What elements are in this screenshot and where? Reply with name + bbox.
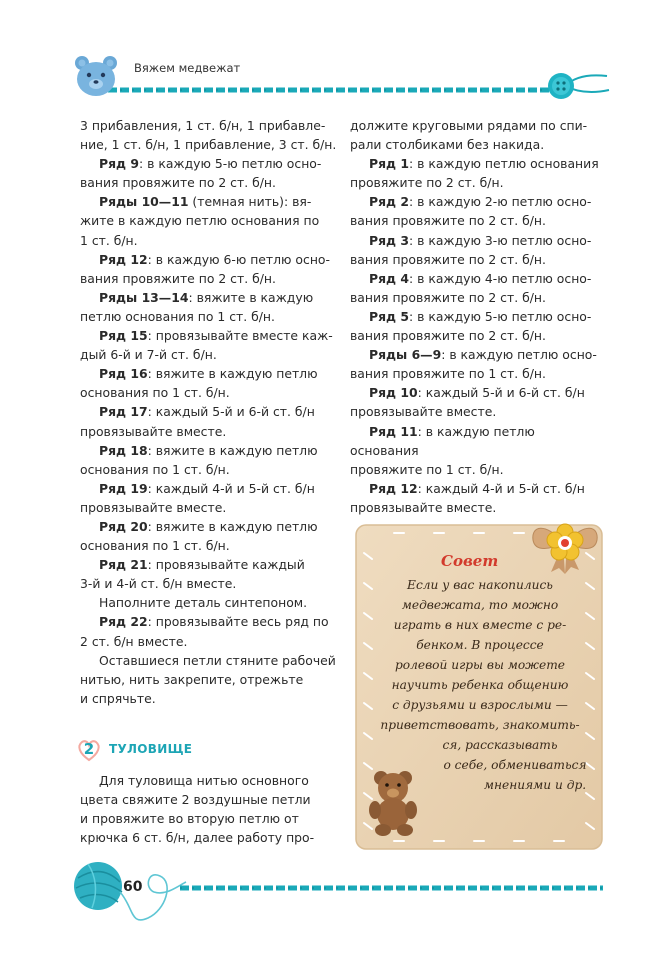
- text-line: вания провяжите по 2 ст. б/н.: [350, 289, 546, 305]
- page-number: 60: [123, 879, 143, 895]
- rope-decoration-bottom: [180, 880, 605, 896]
- rows-6-9-instruction: Ряды 6—9: в каждую петлю осно-: [369, 347, 597, 363]
- text-line: вания провяжите по 2 ст. б/н.: [350, 328, 546, 344]
- row-12-instruction: Ряд 12: в каждую 6-ю петлю осно-: [99, 251, 330, 267]
- text-line: ние, 1 ст. б/н, 1 прибавление, 3 ст. б/н.: [80, 137, 337, 153]
- row-21-instruction: Ряд 21: провязывайте каждый: [99, 557, 305, 573]
- text-line: Для туловища нитью основного: [99, 773, 309, 788]
- rows-10-11-instruction: Ряды 10—11 (темная нить): вя-: [99, 194, 312, 210]
- row-17-instruction: Ряд 17: каждый 5-й и 6-й ст. б/н: [99, 404, 315, 420]
- section-number: 2: [83, 740, 95, 758]
- text-line: вания провяжите по 2 ст. б/н.: [80, 175, 276, 191]
- text-line: должите круговыми рядами по спи-: [350, 118, 588, 133]
- text-line: и спрячьте.: [80, 690, 156, 706]
- tip-line: бенком. В процессе: [416, 638, 544, 652]
- text-line: крючка 6 ст. б/н, далее работу про-: [80, 830, 315, 846]
- row-3-instruction: Ряд 3: в каждую 3-ю петлю осно-: [369, 232, 592, 248]
- row-20-instruction: Ряд 20: вяжите в каждую петлю: [99, 518, 318, 534]
- text-line: жите в каждую петлю основания по: [80, 213, 320, 229]
- row-9-instruction: Ряд 9: в каждую 5-ю петлю осно-: [99, 156, 322, 172]
- tip-line: Если у вас накопились: [407, 578, 553, 592]
- tip-line: о себе, обмениваться: [443, 758, 587, 772]
- text-line: провязывайте вместе.: [350, 404, 497, 420]
- row-11-instruction: Ряд 11: в каждую петлю основания: [350, 423, 535, 458]
- text-line: петлю основания по 1 ст. б/н.: [80, 308, 275, 324]
- tip-line: ся, рассказывать: [442, 738, 558, 752]
- text-line: провязывайте вместе.: [80, 423, 227, 439]
- text-line: основания по 1 ст. б/н.: [80, 461, 230, 477]
- body-section-text: [80, 771, 342, 847]
- right-text-column: [350, 116, 602, 517]
- text-line: 2 ст. б/н вместе.: [80, 633, 188, 649]
- tip-line: мнениями и др.: [483, 778, 587, 792]
- text-line: вания провяжите по 1 ст. б/н.: [350, 366, 546, 382]
- text-line: основания по 1 ст. б/н.: [80, 385, 230, 401]
- teddy-bear-icon: [365, 768, 425, 836]
- text-line: и провяжите во вторую петлю от: [80, 811, 299, 827]
- row-2-instruction: Ряд 2: в каждую 2-ю петлю осно-: [369, 194, 592, 210]
- bow-flower-icon: [525, 512, 605, 576]
- tip-line: ролевой игры вы можете: [394, 658, 566, 672]
- row-12-body-instruction: Ряд 12: каждый 4-й и 5-й ст. б/н: [369, 480, 585, 496]
- tip-title: Совет: [441, 552, 499, 570]
- bear-head-icon: [73, 54, 119, 98]
- row-16-instruction: Ряд 16: вяжите в каждую петлю: [99, 366, 318, 382]
- fill-instruction: Наполните деталь синтепоном.: [99, 595, 308, 611]
- text-line: 3 прибавления, 1 ст. б/н, 1 прибавле-: [80, 118, 326, 133]
- row-19-instruction: Ряд 19: каждый 4-й и 5-й ст. б/н: [99, 480, 315, 496]
- row-1-instruction: Ряд 1: в каждую петлю основания: [369, 156, 599, 172]
- row-5-instruction: Ряд 5: в каждую 5-ю петлю осно-: [369, 308, 592, 324]
- text-line: дый 6-й и 7-й ст. б/н.: [80, 347, 217, 363]
- tip-line: играть в них вместе с ре-: [393, 618, 567, 632]
- rope-decoration-top: [108, 80, 618, 100]
- closing-instruction: Оставшиеся петли стяните рабочей: [99, 652, 336, 668]
- tip-line: научить ребенка общению: [391, 678, 569, 692]
- row-4-instruction: Ряд 4: в каждую 4-ю петлю осно-: [369, 270, 592, 286]
- row-22-instruction: Ряд 22: провязывайте весь ряд по: [99, 614, 329, 630]
- tip-line: приветствовать, знакомить-: [380, 718, 580, 732]
- page-header: [0, 0, 657, 110]
- text-line: рали столбиками без накида.: [350, 137, 545, 153]
- text-line: провяжите по 2 ст. б/н.: [350, 175, 504, 191]
- tip-line: медвежата, то можно: [401, 598, 559, 612]
- text-line: нитью, нить закрепите, отрежьте: [80, 671, 304, 687]
- tip-text: [360, 575, 600, 795]
- text-line: вания провяжите по 2 ст. б/н.: [350, 213, 546, 229]
- text-line: цвета свяжите 2 воздушные петли: [80, 792, 311, 808]
- text-line: 3-й и 4-й ст. б/н вместе.: [80, 576, 237, 592]
- text-line: 1 ст. б/н.: [80, 232, 138, 248]
- button-ornament-icon: [545, 70, 615, 102]
- text-line: вания провяжите по 2 ст. б/н.: [350, 251, 546, 267]
- text-line: вания провяжите по 2 ст. б/н.: [80, 270, 276, 286]
- text-line: провязывайте вместе.: [350, 499, 497, 515]
- rows-13-14-instruction: Ряды 13—14: вяжите в каждую: [99, 289, 314, 305]
- left-text-column: [80, 116, 342, 708]
- text-line: провязывайте вместе.: [80, 499, 227, 515]
- section-title: ТУЛОВИЩЕ: [109, 742, 193, 756]
- text-line: основания по 1 ст. б/н.: [80, 538, 230, 554]
- text-line: провяжите по 1 ст. б/н.: [350, 461, 504, 477]
- row-15-instruction: Ряд 15: провязывайте вместе каж-: [99, 328, 333, 344]
- row-10-instruction: Ряд 10: каждый 5-й и 6-й ст. б/н: [369, 385, 585, 401]
- row-18-instruction: Ряд 18: вяжите в каждую петлю: [99, 442, 318, 458]
- running-header-title: Вяжем медвежат: [134, 61, 241, 75]
- tip-line: с друзьями и взрослыми —: [392, 698, 568, 712]
